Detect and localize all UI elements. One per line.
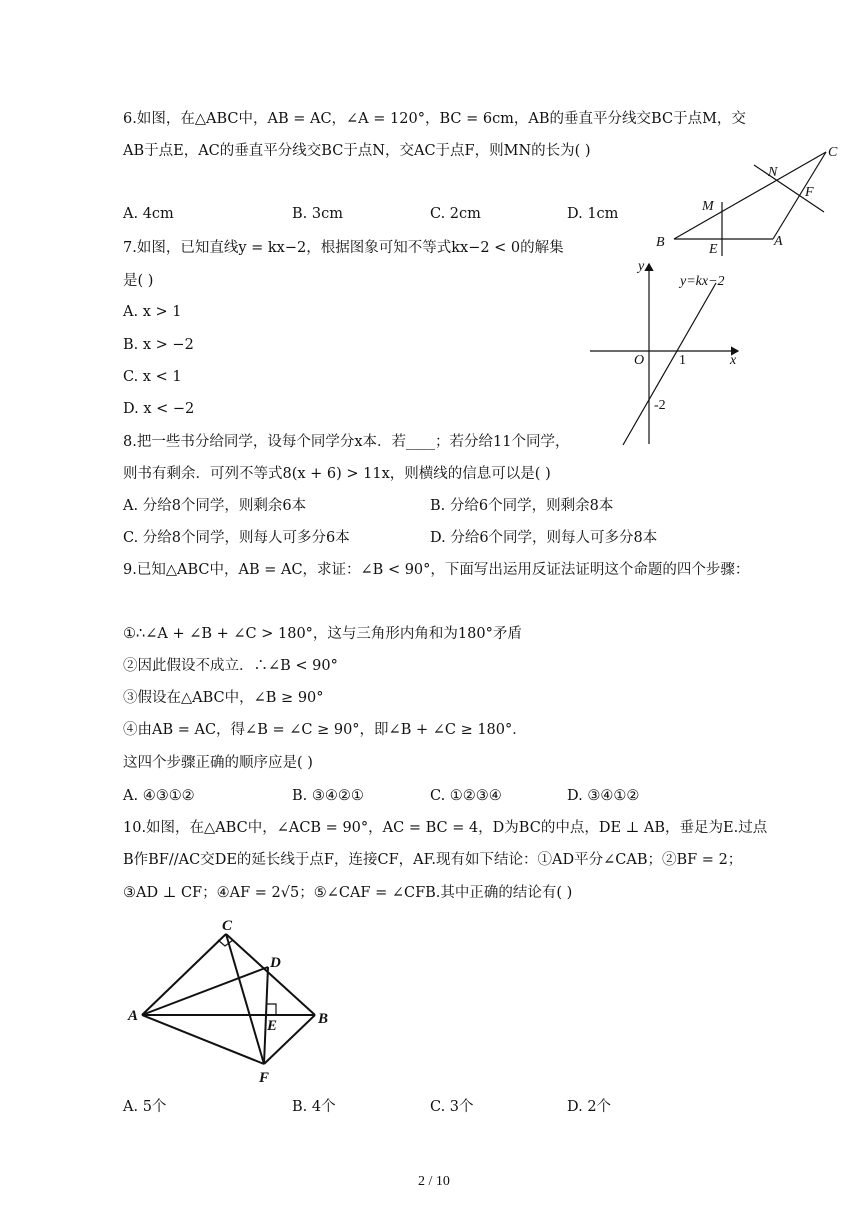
q10-label-a: A bbox=[128, 1008, 139, 1024]
q8-option-a: A. 分给8个同学，则剩余6本 bbox=[123, 498, 307, 514]
q9-text-line1: 9.已知△ABC中，AB = AC，求证：∠B < 90°，下面写出运用反证法证明这个命题的四个步骤： bbox=[123, 562, 750, 578]
q10-label-b: B bbox=[318, 1011, 329, 1027]
q7-label-origin: O bbox=[634, 353, 645, 368]
q6-text-line2: AB于点E，AC的垂直平分线交BC于点N，交AC于点F，则MN的长为( ) bbox=[123, 143, 591, 159]
q10-line-cb bbox=[226, 934, 315, 1015]
q10-option-a: A. 5个 bbox=[123, 1099, 167, 1115]
q10-option-b: B. 4个 bbox=[292, 1099, 336, 1115]
q6-option-b: B. 3cm bbox=[292, 206, 343, 222]
q10-line-af bbox=[142, 1015, 264, 1064]
q6-text-line1: 6.如图，在△ABC中，AB = AC，∠A = 120°，BC = 6cm，AB的垂直平分线交BC于点M，交 bbox=[123, 111, 746, 127]
q6-label-m: M bbox=[702, 199, 714, 214]
q10-figure bbox=[122, 912, 342, 1092]
q7-label-neg2: -2 bbox=[654, 398, 666, 413]
q6-option-a: A. 4cm bbox=[123, 206, 174, 222]
q10-option-c: C. 3个 bbox=[430, 1099, 474, 1115]
q10-label-f: F bbox=[259, 1070, 270, 1086]
q8-option-d: D. 分给6个同学，则每人可多分8本 bbox=[430, 530, 658, 546]
q6-label-e: E bbox=[709, 242, 718, 257]
q6-label-f: F bbox=[805, 185, 814, 200]
q10-label-d: D bbox=[270, 955, 281, 971]
q7-option-b: B. x > −2 bbox=[123, 337, 194, 353]
q8-text-line2: 则书有剩余．可列不等式8(x + 6) > 11x，则横线的信息可以是( ) bbox=[123, 466, 551, 482]
q7-label-x: x bbox=[730, 353, 737, 368]
q9-step-2: ②因此假设不成立．∴∠B < 90° bbox=[123, 658, 338, 674]
q6-option-d: D. 1cm bbox=[567, 206, 619, 222]
q9-step-1: ①∴∠A + ∠B + ∠C > 180°，这与三角形内角和为180°矛盾 bbox=[123, 626, 522, 642]
q6-label-a: A bbox=[774, 234, 783, 249]
q10-text-line3: ③AD ⊥ CF；④AF = 2√5；⑤∠CAF = ∠CFB.其中正确的结论有( ) bbox=[123, 885, 573, 901]
q6-option-c: C. 2cm bbox=[430, 206, 481, 222]
q9-option-b: B. ③④②① bbox=[292, 788, 364, 804]
q10-line-cf bbox=[226, 934, 264, 1064]
q6-label-n: N bbox=[768, 165, 778, 180]
q9-option-c: C. ①②③④ bbox=[430, 788, 502, 804]
q8-option-b: B. 分给6个同学，则剩余8本 bbox=[430, 498, 614, 514]
page-number: 2 / 10 bbox=[418, 1174, 450, 1189]
q7-text-line1: 7.如图，已知直线y = kx−2，根据图象可知不等式kx−2 < 0的解集 bbox=[123, 240, 564, 256]
q7-option-a: A. x > 1 bbox=[123, 304, 182, 320]
q10-option-d: D. 2个 bbox=[567, 1099, 612, 1115]
q6-figure bbox=[650, 140, 840, 260]
q9-step-3: ③假设在△ABC中，∠B ≥ 90° bbox=[123, 690, 324, 706]
q7-figure bbox=[588, 258, 748, 450]
q10-text-line2: B作BF//AC交DE的延长线于点F，连接CF，AF.现有如下结论：①AD平分∠CAB；②BF = 2； bbox=[123, 852, 743, 868]
q7-label-y: y bbox=[638, 259, 645, 274]
q7-option-d: D. x < −2 bbox=[123, 401, 195, 417]
q9-question: 这四个步骤正确的顺序应是( ) bbox=[123, 755, 313, 771]
q7-label-equation: y=kx−2 bbox=[680, 274, 725, 289]
q8-text-line1: 8.把一些书分给同学，设每个同学分x本．若____；若分给11个同学， bbox=[123, 434, 570, 450]
q10-label-e: E bbox=[267, 1018, 278, 1034]
q7-text-line2: 是( ) bbox=[123, 273, 154, 289]
q10-text-line1: 10.如图，在△ABC中，∠ACB = 90°，AC = BC = 4，D为BC的中点，DE ⊥ AB，垂足为E.过点 bbox=[123, 820, 768, 836]
q10-line-ad bbox=[142, 967, 268, 1015]
q7-option-c: C. x < 1 bbox=[123, 369, 182, 385]
q6-line-bc bbox=[674, 152, 826, 239]
q8-option-c: C. 分给8个同学，则每人可多分6本 bbox=[123, 530, 350, 546]
q9-option-a: A. ④③①② bbox=[123, 788, 195, 804]
q10-label-c: C bbox=[222, 918, 233, 934]
q9-option-d: D. ③④①② bbox=[567, 788, 640, 804]
q6-label-c: C bbox=[828, 145, 838, 160]
q7-label-one: 1 bbox=[679, 353, 686, 368]
q10-line-ac bbox=[142, 934, 226, 1015]
q10-right-angle-e bbox=[267, 1004, 276, 1015]
q9-step-4: ④由AB = AC，得∠B = ∠C ≥ 90°，即∠B + ∠C ≥ 180°． bbox=[123, 722, 527, 738]
q6-label-b: B bbox=[656, 235, 665, 250]
